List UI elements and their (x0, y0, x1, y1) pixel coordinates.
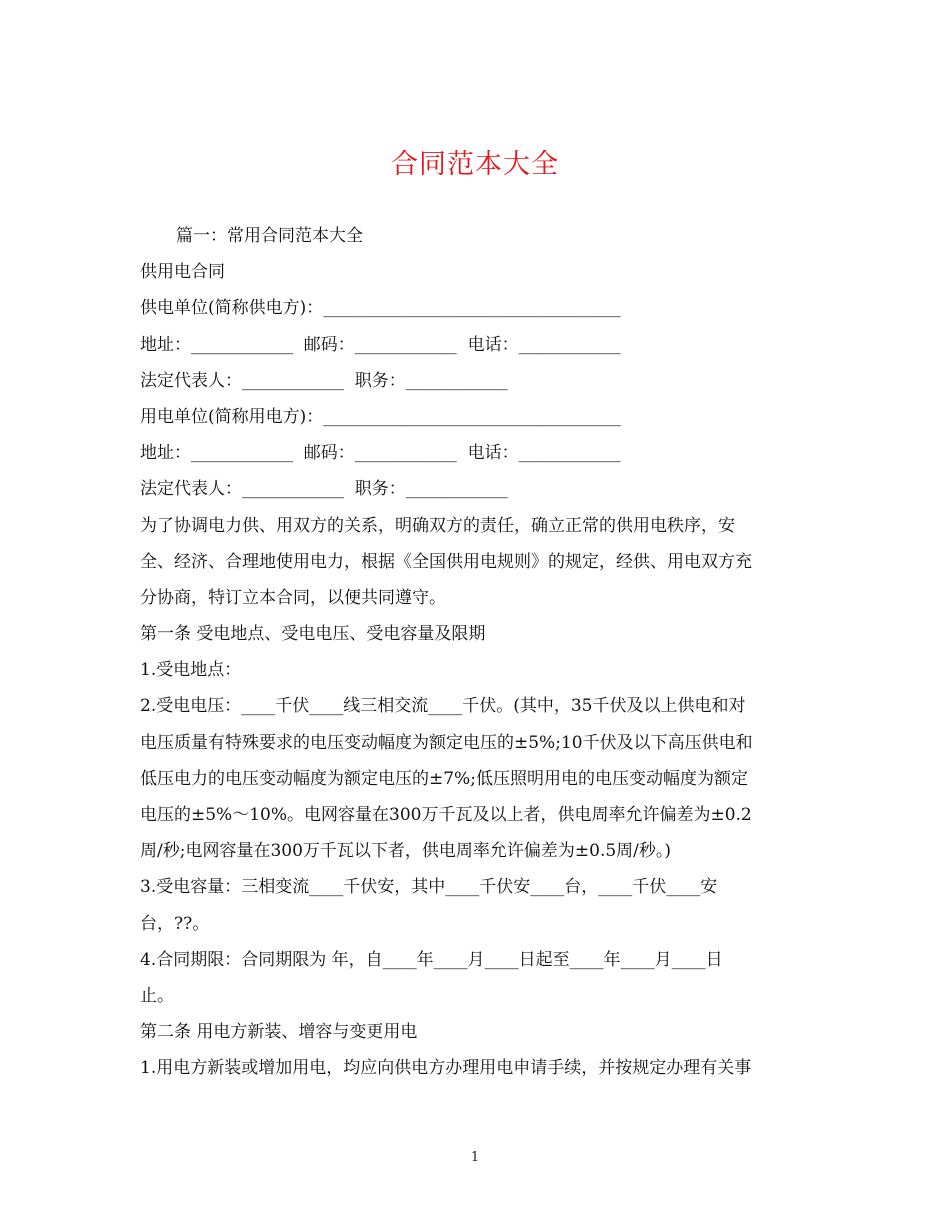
clause-line: 周/秒;电网容量在300万千瓦以下者，供电周率允许偏差为±0.5周/秒。) (140, 841, 672, 862)
article-heading: 第一条 受电地点、受电电压、受电容量及限期 (140, 624, 486, 645)
clause-line: 低压电力的电压变动幅度为额定电压的±7%;低压照明用电的电压变动幅度为额定 (140, 768, 748, 789)
clause-line: 4.合同期限：合同期限为 年，自____年____月____日起至____年____月____日 (140, 949, 723, 970)
section-heading: 篇一：常用合同范本大全 (176, 226, 363, 246)
paragraph-line: 全、经济、合理地使用电力，根据《全国供用电规则》的规定，经供、用电双方充 (140, 551, 752, 572)
supplier-representative-field: 法定代表人：____________ 职务：____________ (140, 370, 508, 391)
document-body (140, 218, 830, 1087)
paragraph-line: 分协商，特订立本合同，以便共同遵守。 (140, 587, 446, 608)
supplier-address-field: 地址：____________ 邮码：____________ 电话：____________ (140, 334, 621, 355)
consumer-address-field: 地址：____________ 邮码：____________ 电话：____________ (140, 443, 621, 464)
clause-line: 止。 (140, 985, 174, 1006)
contract-name: 供用电合同 (140, 262, 225, 283)
clause-line: 1.受电地点： (140, 660, 242, 681)
clause-line: 电压质量有特殊要求的电压变动幅度为额定电压的±5%;10千伏及以下高压供电和 (140, 732, 753, 753)
article-heading: 第二条 用电方新装、增容与变更用电 (140, 1022, 418, 1043)
document-title: 合同范本大全 (391, 149, 559, 180)
clause-line: 台，??。 (140, 913, 210, 934)
clause-line: 3.受电容量：三相变流____千伏安，其中____千伏安____台，____千伏____安 (140, 877, 718, 898)
clause-line: 2.受电电压：____千伏____线三相交流____千伏。(其中，35千伏及以上供电和对 (140, 696, 746, 717)
consumer-representative-field: 法定代表人：____________ 职务：____________ (140, 479, 508, 500)
supplier-unit-field: 供电单位(简称供电方)：___________________________________ (140, 298, 621, 319)
paragraph-line: 为了协调电力供、用双方的关系，明确双方的责任，确立正常的供用电秩序，安 (140, 515, 735, 536)
page-number: 1 (470, 1150, 480, 1165)
clause-line: 1.用电方新装或增加用电，均应向供电方办理用电申请手续，并按规定办理有关事 (140, 1058, 752, 1079)
consumer-unit-field: 用电单位(简称用电方)：___________________________________ (140, 406, 621, 427)
clause-line: 电压的±5%～10%。电网容量在300万千瓦及以上者，供电周率允许偏差为±0.2 (140, 805, 752, 825)
